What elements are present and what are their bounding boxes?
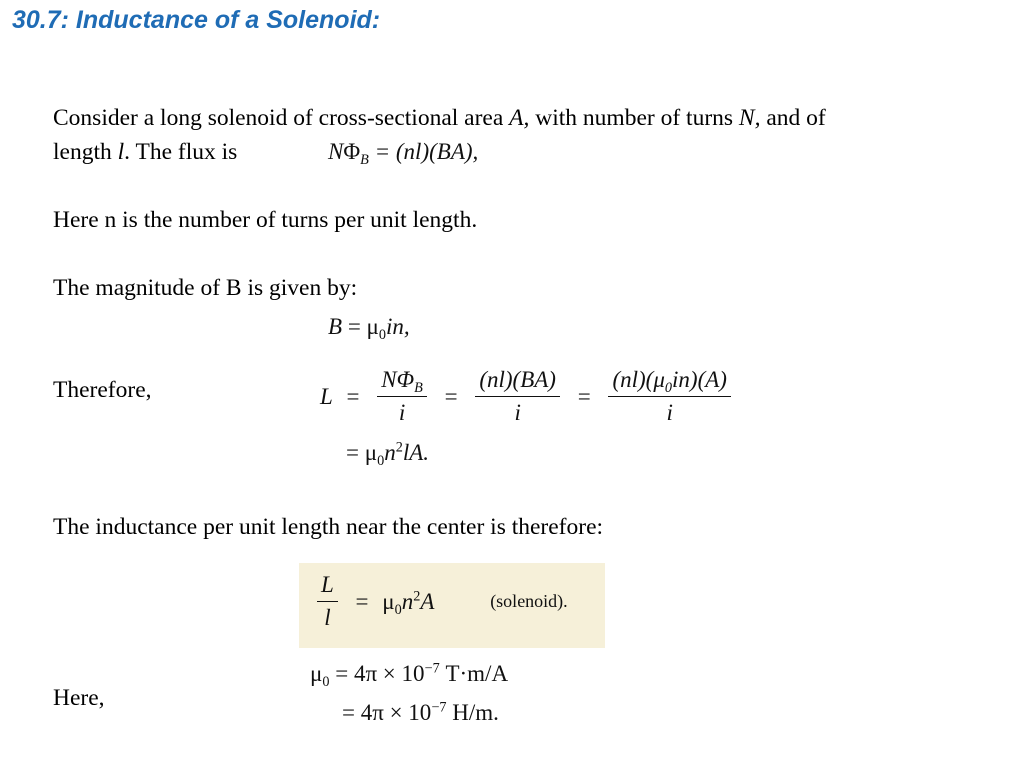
inductance-per-length-equation xyxy=(313,571,568,632)
eq-symbol: B xyxy=(328,314,343,339)
eq-symbol: Φ xyxy=(343,139,361,164)
var-area: A, xyxy=(509,105,530,131)
fraction-numerator: (nl)(BA) xyxy=(475,366,560,397)
intro-text: . The flux is xyxy=(124,139,238,165)
permeability-equation xyxy=(310,660,509,690)
eq-superscript: −7 xyxy=(431,699,447,716)
eq-equals: = xyxy=(346,383,360,409)
var-turns: N, xyxy=(738,105,761,131)
fraction-numerator: L xyxy=(317,571,338,602)
eq-symbol: n xyxy=(384,440,396,465)
permeability-equation-line-2 xyxy=(342,700,499,726)
therefore-text: Therefore, xyxy=(53,377,152,403)
eq-superscript: 2 xyxy=(395,439,403,456)
highlighted-equation-box xyxy=(299,563,605,648)
inductance-equation xyxy=(320,366,735,427)
inductance-per-length-text: The inductance per unit length near the center is therefore: xyxy=(53,514,604,540)
intro-text: with number of turns xyxy=(529,105,739,131)
intro-text: length xyxy=(53,139,118,165)
b-field-equation xyxy=(328,314,410,343)
fraction-denominator: i xyxy=(398,400,406,425)
intro-text: and of xyxy=(760,105,826,131)
fraction-denominator: i xyxy=(666,400,673,425)
turns-per-length-text: Here n is the number of turns per unit length. xyxy=(53,207,478,233)
eq-equals: = xyxy=(577,383,591,409)
eq-rhs: = 4π × 10 xyxy=(342,700,432,725)
eq-symbol: = μ xyxy=(346,440,378,465)
eq-symbol: = μ xyxy=(347,314,379,339)
here-text: Here, xyxy=(53,685,105,711)
eq-rhs: $\mu_0n^2A$ xyxy=(382,587,435,618)
eq-symbol: in, xyxy=(386,314,410,339)
solenoid-note: (solenoid). xyxy=(490,591,568,611)
eq-symbol: L xyxy=(320,383,333,409)
eq-rhs: = 4π × 10 xyxy=(335,661,425,686)
eq-subscript: 0 xyxy=(378,326,386,343)
eq-symbol: μ xyxy=(310,661,323,686)
var-length: l xyxy=(117,139,125,165)
fraction-1 xyxy=(377,366,427,427)
fraction-denominator: l xyxy=(324,605,331,630)
intro-text: Consider a long solenoid of cross-sectional area xyxy=(53,105,510,131)
intro-line-1 xyxy=(53,101,826,135)
eq-unit: H/m. xyxy=(446,700,499,725)
fraction-2 xyxy=(475,366,560,427)
eq-equals: = xyxy=(444,383,458,409)
eq-subscript: 0 xyxy=(322,673,330,690)
eq-subscript: B xyxy=(360,151,369,168)
eq-symbol: N xyxy=(328,139,344,164)
eq-unit: T·m/A xyxy=(439,661,509,686)
intro-line-2 xyxy=(53,135,237,169)
eq-symbol: lA. xyxy=(402,440,430,465)
fraction-numerator: $(nl)(\mu_0in)(A)$ xyxy=(608,366,730,397)
fraction-l-over-l xyxy=(317,571,338,632)
page-title: 30.7: Inductance of a Solenoid: xyxy=(12,6,381,34)
fraction-3 xyxy=(608,366,730,427)
fraction-numerator: $N\Phi_B$ xyxy=(377,366,427,397)
eq-superscript: −7 xyxy=(424,660,440,677)
flux-equation xyxy=(328,139,479,168)
eq-subscript: 0 xyxy=(377,452,385,469)
eq-rhs: = (nl)(BA), xyxy=(374,139,479,164)
inductance-equation-line-2 xyxy=(346,439,430,469)
magnitude-text: The magnitude of B is given by: xyxy=(53,275,358,301)
eq-equals: = xyxy=(355,588,369,614)
fraction-denominator: i xyxy=(514,400,521,425)
